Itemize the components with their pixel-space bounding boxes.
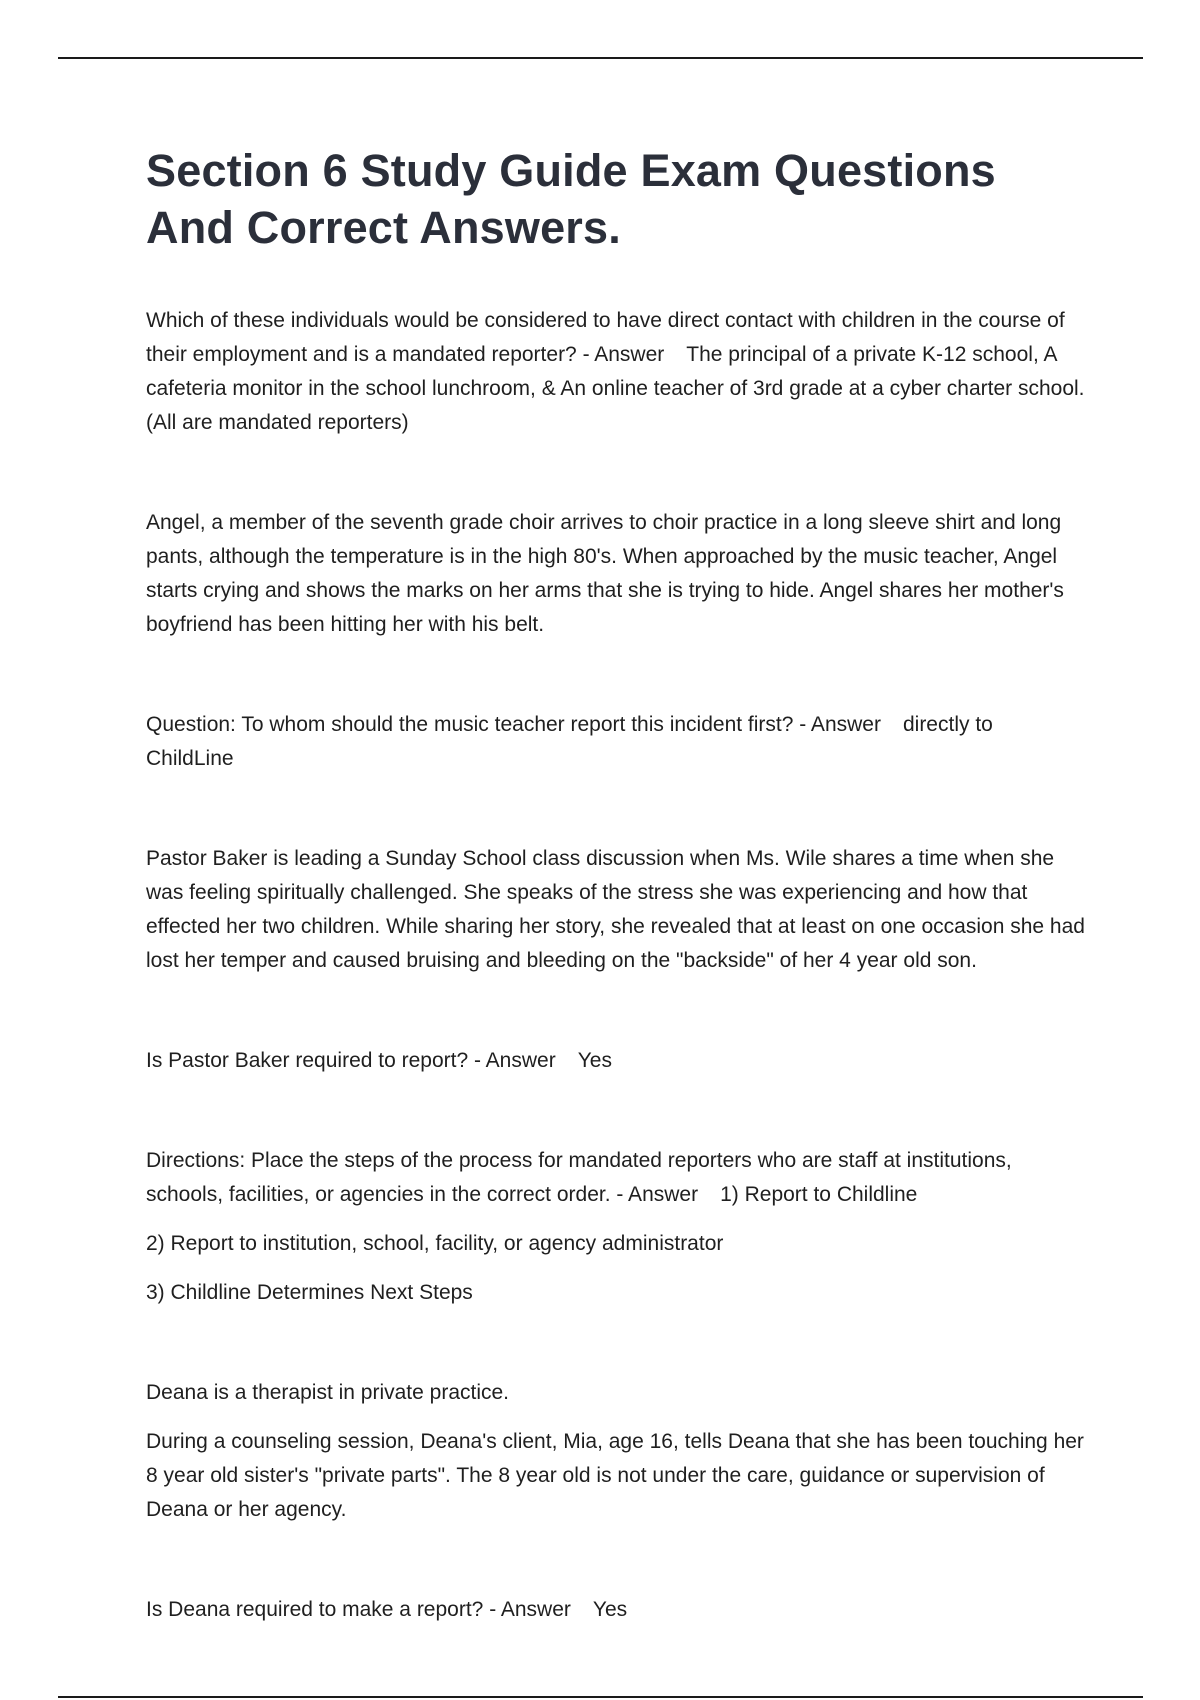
- question-text: Question: To whom should the music teacher report this incident first? - Answer: [146, 713, 881, 736]
- question-text: Directions: Place the steps of the process for mandated reporters who are staff at institutions, schools, facilities, or agencies in the correct order. - Answer: [146, 1149, 1012, 1206]
- bottom-rule: [58, 1696, 1143, 1698]
- scenario-pastor-baker: Pastor Baker is leading a Sunday School class discussion when Ms. Wile shares a time when she was feeling spiritually challenged. She speaks of the stress she was experiencing and how that effected her two children. While sharing her story, she revealed that at least on one occasion she had lost her temper and caused bruising and bleeding on the "backside" of her 4 year old son.: [146, 847, 1085, 972]
- answer-text: The principal of a private K-12 school, A cafeteria monitor in the school lunchroom, & An online teacher of 3rd grade at a cyber charter school. (All are mandated reporters): [146, 343, 1085, 434]
- qa-item-2: [146, 708, 1086, 776]
- answer-text: Yes: [592, 1598, 628, 1621]
- scenario-deana-detail: During a counseling session, Deana's client, Mia, age 16, tells Deana that she has been touching her 8 year old sister's "private parts". The 8 year old is not under the care, guidance or supervision of Deana or her agency.: [146, 1430, 1084, 1521]
- qa-item-3: [146, 1044, 1086, 1078]
- document-body: [146, 142, 1086, 1627]
- answer-text: Yes: [577, 1049, 612, 1072]
- answer-step-2: 2) Report to institution, school, facility, or agency administrator: [146, 1232, 724, 1255]
- question-text: Is Deana required to make a report? - Answer: [146, 1598, 571, 1621]
- answer-step-3: 3) Childline Determines Next Steps: [146, 1281, 473, 1304]
- scenario-deana-intro: Deana is a therapist in private practice.: [146, 1381, 510, 1404]
- answer-text: directly to ChildLine: [146, 713, 993, 770]
- page-title: Section 6 Study Guide Exam Questions And Correct Answers.: [146, 145, 996, 253]
- qa-list: [146, 304, 1086, 1627]
- scenario-angel: Angel, a member of the seventh grade choir arrives to choir practice in a long sleeve shirt and long pants, although the temperature is in the high 80's. When approached by the music teacher, Angel starts crying and shows the marks on her arms that she is trying to hide. Angel shares her mother's boyfriend has been hitting her with his belt.: [146, 511, 1064, 636]
- answer-text: 1) Report to Childline: [720, 1183, 918, 1206]
- qa-item-4: [146, 1144, 1086, 1212]
- qa-item-5: [146, 1593, 1086, 1627]
- question-text: Which of these individuals would be considered to have direct contact with children in the course of their employment and is a mandated reporter? - Answer: [146, 309, 1065, 366]
- qa-item-1: [146, 304, 1086, 440]
- top-rule: [58, 57, 1143, 59]
- question-text: Is Pastor Baker required to report? - Answer: [146, 1049, 556, 1072]
